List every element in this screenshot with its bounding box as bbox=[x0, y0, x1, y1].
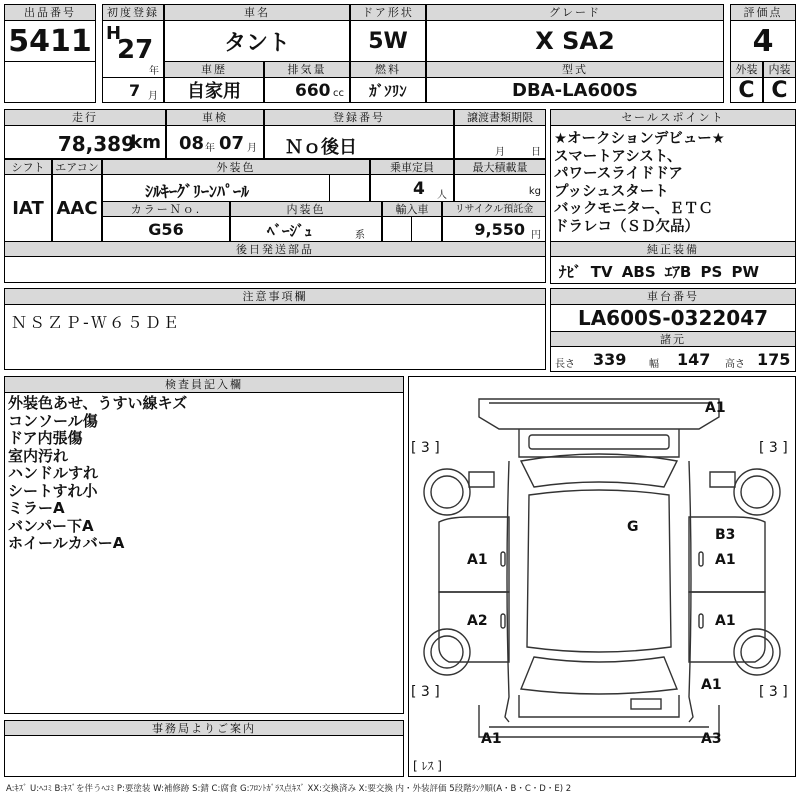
width: 147 bbox=[677, 350, 711, 369]
inspector-notes bbox=[8, 395, 187, 553]
rear-hatch-shape bbox=[519, 695, 679, 717]
inspector-note: シートすれ小 bbox=[8, 481, 98, 500]
grade: X SA2 bbox=[426, 20, 724, 62]
kg-unit: kg bbox=[528, 186, 541, 197]
inspector-note: コンソール傷 bbox=[8, 411, 98, 430]
sales-point-line: バックモニター、ＥＴＣ bbox=[554, 201, 713, 218]
office-label: 事務局よりご案内 bbox=[4, 720, 404, 736]
sales-point-line: プッシュスタート bbox=[554, 183, 669, 200]
mark-left-rear-door: A2 bbox=[467, 613, 488, 629]
door-label: ドア形状 bbox=[350, 4, 426, 21]
height-label: 高さ bbox=[725, 359, 745, 370]
fuel: ｶﾞｿﾘﾝ bbox=[350, 77, 426, 103]
grade-label: グレード bbox=[426, 4, 724, 21]
mark-front-bumper: A1 bbox=[705, 400, 726, 416]
score-label: 評価点 bbox=[730, 4, 796, 21]
notes-box bbox=[4, 304, 546, 370]
length-label: 長さ bbox=[555, 359, 575, 370]
inspector-note: ドア内張傷 bbox=[8, 429, 83, 447]
sales-points-box bbox=[550, 125, 796, 242]
history-label: 車歴 bbox=[164, 61, 264, 78]
notes-label: 注意事項欄 bbox=[4, 288, 546, 305]
displacement-label: 排気量 bbox=[264, 61, 350, 78]
int-color-cell bbox=[230, 216, 382, 242]
mark-rear-right: A1 bbox=[701, 677, 722, 693]
lot-label: 出品番号 bbox=[4, 4, 96, 21]
height: 175 bbox=[757, 350, 791, 369]
lot-blank bbox=[4, 61, 96, 103]
model-code: DBA-LA600S bbox=[426, 77, 724, 103]
transfer-day-unit: 日 bbox=[531, 147, 541, 158]
length: 339 bbox=[593, 350, 627, 369]
km-unit: km bbox=[130, 132, 161, 153]
era: H bbox=[106, 23, 122, 44]
equipment: ﾅﾋﾞ TV ABS ｴｱB PS PW bbox=[559, 263, 760, 281]
ext-color: ｼﾙｷｰｸﾞﾘｰﾝﾊﾟｰﾙ bbox=[145, 182, 250, 201]
chassis-label: 車台番号 bbox=[550, 288, 796, 305]
plate: Ｎｏ後日 bbox=[285, 137, 357, 158]
sales-point-line: ★オークションデビュー★ bbox=[554, 131, 725, 147]
ext-color-cell bbox=[102, 174, 330, 202]
equipment-label: 純正装備 bbox=[550, 241, 796, 257]
int-color: ﾍﾞｰｼﾞｭ bbox=[267, 222, 313, 240]
sales-point-line: スマートアシスト、 bbox=[554, 148, 682, 165]
first-reg-month-cell bbox=[102, 77, 164, 103]
import-cell-b bbox=[411, 216, 442, 242]
inspector-note: ホイールカバーA bbox=[8, 534, 125, 552]
tire-rr: [ 3 ] bbox=[759, 684, 788, 700]
width-label: 幅 bbox=[649, 359, 659, 370]
equipment-cell bbox=[550, 256, 796, 284]
mileage: 78,389 bbox=[57, 132, 135, 156]
grille-shape bbox=[529, 435, 669, 449]
ext-color-extra bbox=[329, 174, 370, 202]
score: 4 bbox=[730, 20, 796, 62]
displacement-cell bbox=[264, 77, 350, 103]
recycle-cell bbox=[442, 216, 546, 242]
plate-cell bbox=[264, 125, 454, 159]
displacement: 660 bbox=[295, 81, 331, 101]
cc-unit: cc bbox=[333, 88, 344, 99]
capacity-unit: 人 bbox=[437, 190, 447, 201]
rear-window-shape bbox=[521, 657, 677, 694]
mark-roof: G bbox=[627, 519, 639, 535]
wheel-rl-inner-shape bbox=[431, 636, 463, 668]
wheel-fl-inner-shape bbox=[431, 476, 463, 508]
lot-number: 5411 bbox=[4, 20, 96, 62]
body-sides bbox=[505, 461, 693, 722]
dims-label: 諸元 bbox=[550, 331, 796, 347]
first-reg-label: 初度登録 bbox=[102, 4, 164, 21]
chassis-number: LA600S-0322047 bbox=[550, 304, 796, 332]
mark-rear-bumper-right: A3 bbox=[701, 731, 722, 747]
mark-left-front-door: A1 bbox=[467, 552, 488, 568]
inspector-note: 外装色あせ、うすい線キズ bbox=[8, 394, 188, 412]
int-color-unit: 系 bbox=[355, 230, 365, 241]
right-rear-handle-shape bbox=[699, 614, 703, 628]
tire-rl: [ 3 ] bbox=[411, 684, 440, 700]
inspector-note: バンパー下A bbox=[8, 516, 94, 535]
dims-cell bbox=[550, 346, 796, 372]
ac: AAC bbox=[52, 174, 102, 242]
door-type: 5W bbox=[350, 20, 426, 62]
int-score: C bbox=[763, 77, 796, 103]
color-no: G56 bbox=[102, 216, 230, 242]
inspection-year-unit: 年 bbox=[205, 143, 215, 154]
mileage-cell bbox=[4, 125, 166, 159]
plate-label: 登録番号 bbox=[264, 109, 454, 126]
import-cell-a bbox=[382, 216, 412, 242]
rear-bumper-shape bbox=[479, 705, 719, 737]
transfer-label: 譲渡書類期限 bbox=[454, 109, 546, 126]
car-diagram bbox=[409, 377, 795, 776]
history: 自家用 bbox=[164, 77, 264, 103]
mark-rear-bumper-left: A1 bbox=[481, 731, 502, 747]
ext-color-label: 外装色 bbox=[102, 159, 370, 175]
ac-label: エアコン bbox=[52, 159, 102, 175]
max-load-label: 最大積載量 bbox=[454, 159, 546, 175]
capacity-label: 乗車定員 bbox=[370, 159, 454, 175]
transfer-month-unit: 月 bbox=[495, 147, 505, 158]
mark-right-front-door: A1 bbox=[715, 552, 736, 568]
shift-label: シフト bbox=[4, 159, 52, 175]
inspector-note: 室内汚れ bbox=[8, 446, 69, 465]
legend: A:ｷｽﾞ U:ﾍｺﾐ B:ｷｽﾞを伴うﾍｺﾐ P:要塗装 W:補修跡 S:錆 C:腐食 G:ﾌﾛﾝﾄｶﾞﾗｽ点ｷｽﾞ XX:交換済み X:要交換 内・外装評価 5段階ﾗﾝｸ順(A・B・C・D・E) 2 bbox=[6, 784, 572, 794]
right-front-handle-shape bbox=[699, 552, 703, 566]
wheel-rr-inner-shape bbox=[741, 636, 773, 668]
inspector-note: ミラーA bbox=[8, 499, 65, 517]
office-box bbox=[4, 735, 404, 777]
car-name-label: 車名 bbox=[164, 4, 350, 21]
sales-point-line: パワースライドドア bbox=[554, 166, 683, 183]
transfer-cell bbox=[454, 125, 546, 159]
car-name: タント bbox=[164, 20, 350, 62]
first-reg-year-cell bbox=[102, 20, 164, 78]
car-diagram-box bbox=[408, 376, 796, 777]
notes-text: ＮＳＺＰ-Ｗ６５ＤＥ bbox=[11, 313, 181, 332]
ext-score-label: 外装 bbox=[730, 61, 763, 78]
inspection-month-unit: 月 bbox=[247, 143, 257, 154]
wheel-fr-inner-shape bbox=[741, 476, 773, 508]
mark-right-rear-door: A1 bbox=[715, 613, 736, 629]
left-mirror-shape bbox=[469, 472, 494, 487]
model-code-label: 型式 bbox=[426, 61, 724, 78]
left-front-handle-shape bbox=[501, 552, 505, 566]
capacity: 4 bbox=[413, 179, 425, 199]
import-label: 輸入車 bbox=[382, 201, 442, 217]
spare-tire: [ ﾚｽ ] bbox=[413, 759, 442, 773]
inspector-label: 検査員記入欄 bbox=[4, 376, 404, 393]
first-reg-year: 27 bbox=[117, 35, 154, 65]
yen-unit: 円 bbox=[531, 230, 541, 241]
windshield-shape bbox=[521, 454, 677, 487]
int-color-label: 内装色 bbox=[230, 201, 382, 217]
hood-shape bbox=[519, 429, 679, 457]
recycle-label: リサイクル預託金 bbox=[442, 201, 546, 217]
ext-score: C bbox=[730, 77, 763, 103]
roof-shape bbox=[527, 490, 671, 652]
year-unit: 年 bbox=[149, 66, 159, 77]
recycle-fee: 9,550 bbox=[474, 220, 525, 239]
shift: IAT bbox=[4, 174, 52, 242]
inspection-label: 車検 bbox=[166, 109, 264, 126]
mark-right-rear-fender: B3 bbox=[715, 527, 736, 543]
first-reg-month: 7 bbox=[129, 81, 141, 100]
mileage-label: 走行 bbox=[4, 109, 166, 126]
sales-point-line: ドラレコ（ＳＤ欠品） bbox=[554, 218, 699, 235]
sales-points-label: セールスポイント bbox=[550, 109, 796, 126]
right-mirror-shape bbox=[710, 472, 735, 487]
tire-fl: [ 3 ] bbox=[411, 440, 440, 456]
later-parts-label: 後日発送部品 bbox=[4, 241, 546, 257]
inspector-note: ハンドルすれ bbox=[8, 464, 99, 482]
int-score-label: 内装 bbox=[763, 61, 796, 78]
month-unit: 月 bbox=[148, 91, 158, 102]
later-parts-cell bbox=[4, 256, 546, 283]
color-no-label: カラーＮｏ. bbox=[102, 201, 230, 217]
inspection-year: 08 bbox=[179, 133, 205, 154]
fuel-label: 燃料 bbox=[350, 61, 426, 78]
tire-fr: [ 3 ] bbox=[759, 440, 788, 456]
inspection-month: 07 bbox=[219, 133, 245, 154]
left-rear-handle-shape bbox=[501, 614, 505, 628]
inspection-cell bbox=[166, 125, 264, 159]
capacity-cell bbox=[370, 174, 454, 202]
max-load-cell bbox=[454, 174, 546, 202]
rear-garnish-shape bbox=[631, 699, 661, 709]
sales-points-list bbox=[554, 131, 725, 237]
